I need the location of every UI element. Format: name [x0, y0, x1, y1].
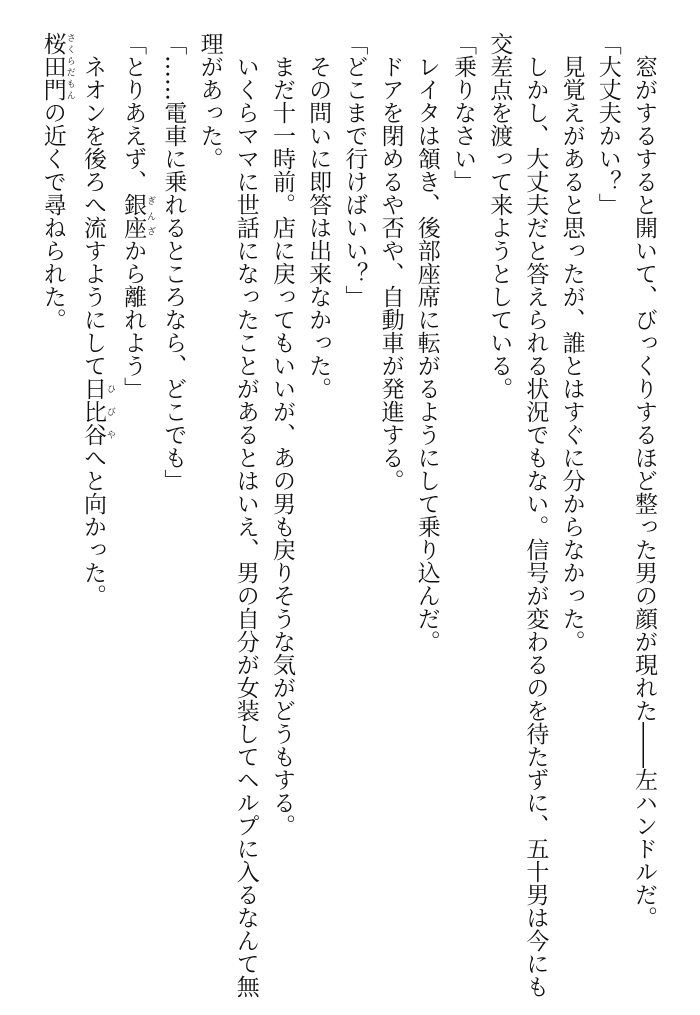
text-line: レイタは頷き、後部座席に転がるようにして乗り込んだ。: [413, 32, 440, 653]
text-line: 「……電車に乗れるところなら、どこでも」: [160, 32, 187, 492]
ruby-reading: さくらだもん: [64, 32, 75, 101]
text-line: 交差点を渡って来ようとしている。: [486, 32, 513, 400]
text-line: ドアを閉めるや否や、自動車が発進する。: [377, 32, 404, 492]
ruby-base: 日比谷: [79, 377, 106, 446]
text-line-with-ruby-ginza: [115, 32, 155, 987]
text-segment: 「とりあえず、: [120, 32, 147, 193]
ruby-sakuradamon: [39, 32, 75, 101]
text-line: 「乗りなさい」: [449, 32, 476, 193]
text-segment: の近くで尋ねられた。: [39, 101, 66, 331]
text-line: しかし、大丈夫だと答えられる状況でもない。信号が変わるのを待たずに、五十男は今にも: [522, 32, 549, 998]
ruby-reading: ひびや: [104, 377, 115, 446]
vertical-text-body: [35, 32, 662, 998]
ruby-base: 銀座: [120, 193, 147, 239]
text-segment: へと向かった。: [79, 446, 106, 607]
text-segment: ネオンを後ろへ流すようにして: [79, 32, 106, 377]
text-line: まだ十一時前。店に戻ってもいいが、あの男も戻りそうな気がどうもする。: [268, 32, 295, 837]
ruby-hibiya: [79, 377, 115, 446]
text-segment: から離れよう」: [120, 239, 147, 400]
text-line: 「どこまで行けばいい？」: [341, 32, 368, 308]
text-line: いくらママに世話になったことがあるとはいえ、男の自分が女装してヘルプに入るなんて無: [232, 32, 259, 998]
text-line: 窓がするすると開いて、びっくりするほど整った男の顔が現れた――左ハンドルだ。: [631, 32, 657, 929]
text-line: その問いに即答は出来なかった。: [305, 32, 332, 400]
text-line-with-ruby-hibiya: [75, 32, 115, 987]
ruby-ginza: [120, 193, 156, 239]
text-line: 「大丈夫かい？」: [594, 32, 621, 216]
ruby-base: 桜田門: [39, 32, 66, 101]
text-line: 理があった。: [196, 32, 223, 170]
text-line: 見覚えがあると思ったが、誰とはすぐに分からなかった。: [558, 32, 585, 653]
ruby-reading: ぎんざ: [145, 193, 156, 239]
text-line-with-ruby-sakuradamon: [35, 32, 75, 987]
